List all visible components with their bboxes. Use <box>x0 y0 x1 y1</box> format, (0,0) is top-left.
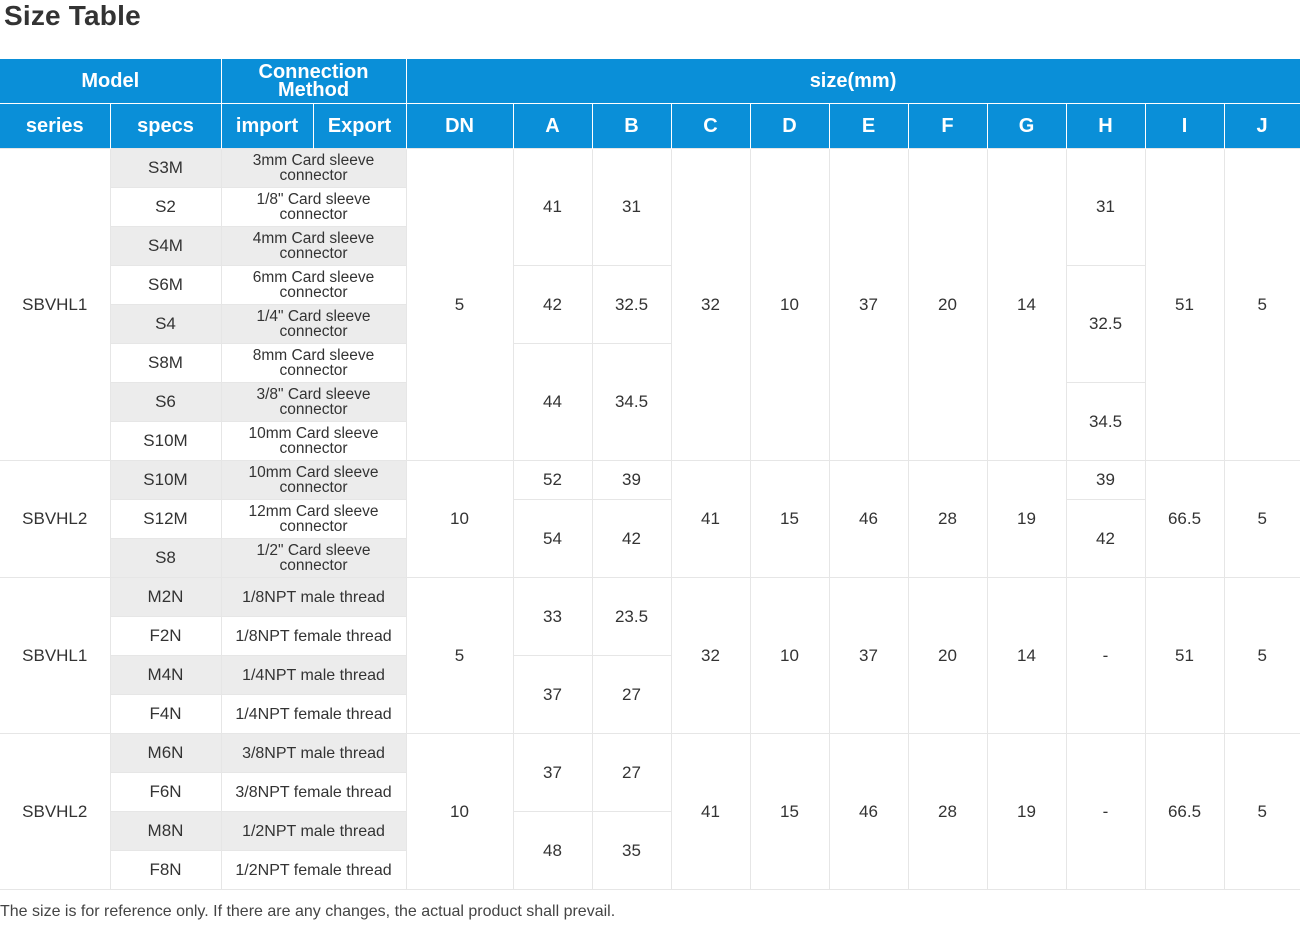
header-row-top <box>0 59 1300 104</box>
series-cell: SBVHL1 <box>0 578 110 734</box>
dim-h-cell: 32.5 <box>1066 266 1145 383</box>
spec-cell: S10M <box>110 461 221 500</box>
dim-header-f: F <box>908 104 987 149</box>
series-cell: SBVHL2 <box>0 734 110 890</box>
dim-j-cell: 5 <box>1224 461 1300 578</box>
spec-cell: M4N <box>110 656 221 695</box>
table-row <box>0 578 1300 617</box>
dim-h-cell: 34.5 <box>1066 383 1145 461</box>
connection-cell: 3/8NPT female thread <box>221 773 406 812</box>
dim-g-cell: 19 <box>987 734 1066 890</box>
dim-header-h: H <box>1066 104 1145 149</box>
dim-e-cell: 37 <box>829 578 908 734</box>
dim-h-cell: 31 <box>1066 149 1145 266</box>
dim-e-cell: 46 <box>829 461 908 578</box>
dim-f-cell: 20 <box>908 149 987 461</box>
dim-j-cell: 5 <box>1224 578 1300 734</box>
dim-g-cell: 14 <box>987 578 1066 734</box>
dim-a-cell: 37 <box>513 734 592 812</box>
dim-header-b: B <box>592 104 671 149</box>
spec-cell: S10M <box>110 422 221 461</box>
table-row <box>0 500 1300 539</box>
dim-j-cell: 5 <box>1224 734 1300 890</box>
dim-a-cell: 48 <box>513 812 592 890</box>
connection-cell: 1/2NPT male thread <box>221 812 406 851</box>
import-header: import <box>221 104 313 149</box>
dim-i-cell: 51 <box>1145 149 1224 461</box>
export-header: Export <box>313 104 406 149</box>
dim-a-cell: 54 <box>513 500 592 578</box>
specs-header: specs <box>110 104 221 149</box>
connection-cell: 3/8" Card sleeve connector <box>221 383 406 422</box>
connection-cell: 1/4" Card sleeve connector <box>221 305 406 344</box>
connection-cell: 8mm Card sleeve connector <box>221 344 406 383</box>
connection-cell: 10mm Card sleeve connector <box>221 422 406 461</box>
dim-d-cell: 15 <box>750 461 829 578</box>
connection-cell: 1/8NPT male thread <box>221 578 406 617</box>
dim-g-cell: 19 <box>987 461 1066 578</box>
spec-cell: F2N <box>110 617 221 656</box>
dim-header-a: A <box>513 104 592 149</box>
connection-cell: 4mm Card sleeve connector <box>221 227 406 266</box>
dn-cell: 5 <box>406 149 513 461</box>
dim-b-cell: 39 <box>592 461 671 500</box>
dim-d-cell: 10 <box>750 149 829 461</box>
table-row <box>0 266 1300 305</box>
series-header: series <box>0 104 110 149</box>
dim-a-cell: 33 <box>513 578 592 656</box>
spec-cell: S2 <box>110 188 221 227</box>
spec-cell: F6N <box>110 773 221 812</box>
spec-cell: S8M <box>110 344 221 383</box>
dim-j-cell: 5 <box>1224 149 1300 461</box>
dim-d-cell: 15 <box>750 734 829 890</box>
dim-i-cell: 66.5 <box>1145 734 1224 890</box>
dim-f-cell: 20 <box>908 578 987 734</box>
spec-cell: S4M <box>110 227 221 266</box>
spec-cell: S8 <box>110 539 221 578</box>
dim-header-d: D <box>750 104 829 149</box>
spec-cell: S3M <box>110 149 221 188</box>
model-header: Model <box>0 59 221 104</box>
series-cell: SBVHL2 <box>0 461 110 578</box>
dim-header-j: J <box>1224 104 1300 149</box>
table-header <box>0 59 1300 149</box>
connection-cell: 6mm Card sleeve connector <box>221 266 406 305</box>
reference-note: The size is for reference only. If there are any changes, the actual product shall prevail. <box>0 903 616 920</box>
dim-d-cell: 10 <box>750 578 829 734</box>
dim-h-cell: 39 <box>1066 461 1145 500</box>
dim-header-e: E <box>829 104 908 149</box>
table-body <box>0 149 1300 890</box>
dim-c-cell: 41 <box>671 461 750 578</box>
dim-header-c: C <box>671 104 750 149</box>
dim-f-cell: 28 <box>908 461 987 578</box>
connection-cell: 1/2" Card sleeve connector <box>221 539 406 578</box>
table-row <box>0 149 1300 188</box>
connection-cell: 3/8NPT male thread <box>221 734 406 773</box>
dim-c-cell: 41 <box>671 734 750 890</box>
dim-e-cell: 46 <box>829 734 908 890</box>
dim-i-cell: 51 <box>1145 578 1224 734</box>
dn-cell: 10 <box>406 734 513 890</box>
connection-method-header: Connection Method <box>221 59 406 104</box>
dim-header-i: I <box>1145 104 1224 149</box>
dim-h-cell: 42 <box>1066 500 1145 578</box>
dn-cell: 10 <box>406 461 513 578</box>
connection-cell: 12mm Card sleeve connector <box>221 500 406 539</box>
dim-a-cell: 52 <box>513 461 592 500</box>
connection-cell: 3mm Card sleeve connector <box>221 149 406 188</box>
dim-a-cell: 44 <box>513 344 592 461</box>
dim-i-cell: 66.5 <box>1145 461 1224 578</box>
dim-b-cell: 42 <box>592 500 671 578</box>
dim-a-cell: 37 <box>513 656 592 734</box>
dim-b-cell: 34.5 <box>592 344 671 461</box>
spec-cell: S6 <box>110 383 221 422</box>
spec-cell: M8N <box>110 812 221 851</box>
dim-b-cell: 32.5 <box>592 266 671 344</box>
connection-cell: 1/4NPT male thread <box>221 656 406 695</box>
dim-g-cell: 14 <box>987 149 1066 461</box>
size-header: size(mm) <box>406 59 1300 104</box>
spec-cell: S12M <box>110 500 221 539</box>
connection-cell: 1/4NPT female thread <box>221 695 406 734</box>
dim-h-cell: - <box>1066 578 1145 734</box>
dim-header-dn: DN <box>406 104 513 149</box>
spec-cell: S6M <box>110 266 221 305</box>
dim-c-cell: 32 <box>671 578 750 734</box>
spec-cell: S4 <box>110 305 221 344</box>
connection-cell: 1/8NPT female thread <box>221 617 406 656</box>
series-cell: SBVHL1 <box>0 149 110 461</box>
spec-cell: M6N <box>110 734 221 773</box>
size-table <box>0 59 1300 890</box>
dim-b-cell: 27 <box>592 734 671 812</box>
dim-e-cell: 37 <box>829 149 908 461</box>
spec-cell: F8N <box>110 851 221 890</box>
dim-c-cell: 32 <box>671 149 750 461</box>
spec-cell: F4N <box>110 695 221 734</box>
dim-b-cell: 27 <box>592 656 671 734</box>
page-title: Size Table <box>4 0 141 31</box>
dim-b-cell: 35 <box>592 812 671 890</box>
dim-a-cell: 42 <box>513 266 592 344</box>
header-row-bottom <box>0 104 1300 149</box>
dim-h-cell: - <box>1066 734 1145 890</box>
dn-cell: 5 <box>406 578 513 734</box>
dim-b-cell: 23.5 <box>592 578 671 656</box>
table-row <box>0 734 1300 773</box>
table-row <box>0 461 1300 500</box>
dim-b-cell: 31 <box>592 149 671 266</box>
spec-cell: M2N <box>110 578 221 617</box>
dim-f-cell: 28 <box>908 734 987 890</box>
connection-cell: 1/2NPT female thread <box>221 851 406 890</box>
connection-cell: 10mm Card sleeve connector <box>221 461 406 500</box>
connection-cell: 1/8" Card sleeve connector <box>221 188 406 227</box>
dim-header-g: G <box>987 104 1066 149</box>
dim-a-cell: 41 <box>513 149 592 266</box>
